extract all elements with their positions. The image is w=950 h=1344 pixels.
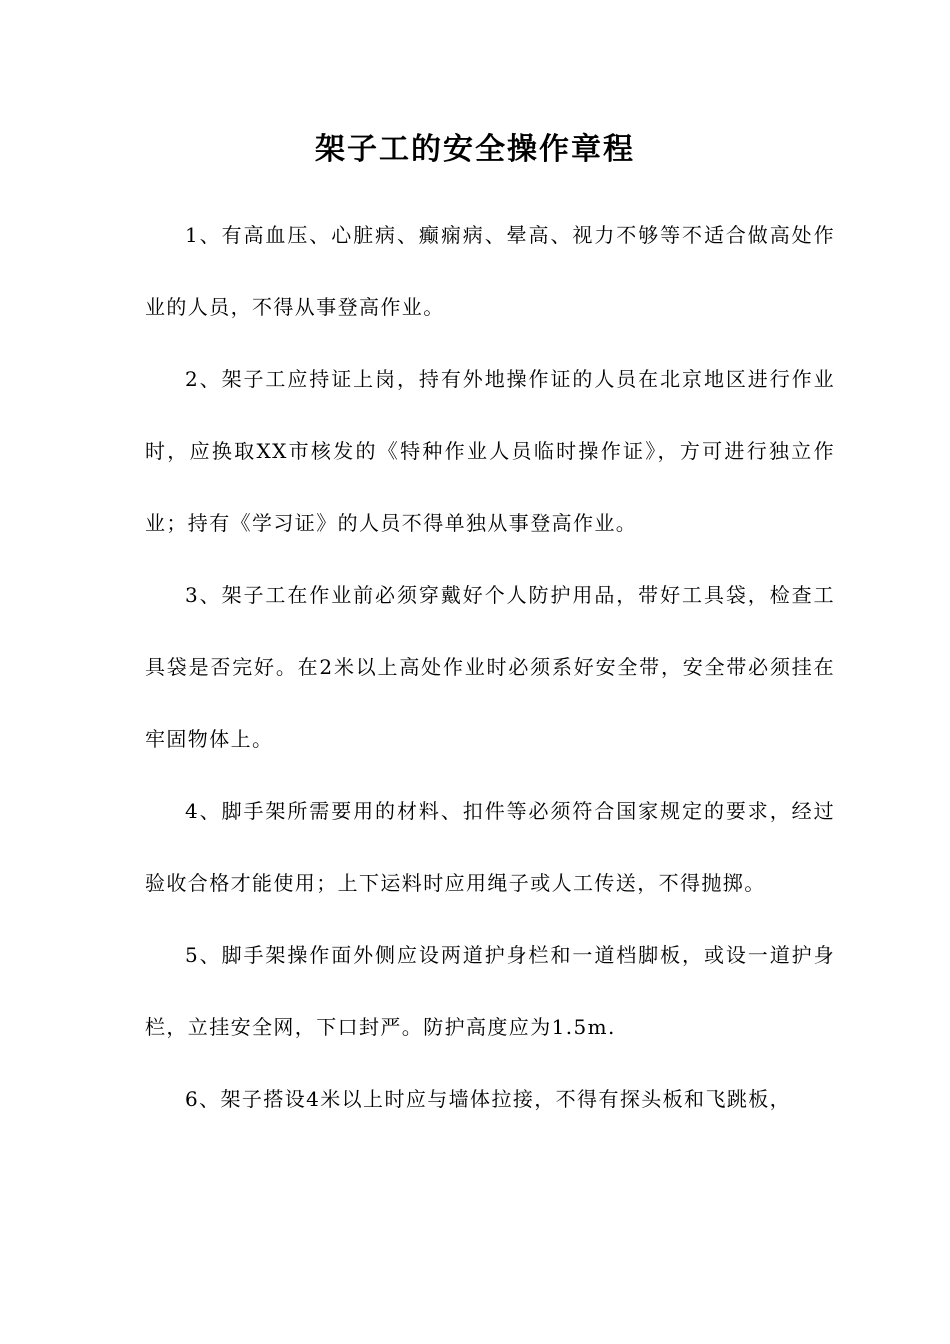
document-body bbox=[145, 199, 835, 1135]
paragraph-4: 4、脚手架所需要用的材料、扣件等必须符合国家规定的要求，经过验收合格才能使用；上下运料时应用绳子或人工传送，不得抛掷。 bbox=[145, 799, 835, 895]
document-title: 架子工的安全操作章程 bbox=[315, 132, 635, 167]
paragraph-1: 1、有高血压、心脏病、癫痫病、晕高、视力不够等不适合做高处作业的人员，不得从事登高作业。 bbox=[145, 223, 835, 319]
paragraph-5: 5、脚手架操作面外侧应设两道护身栏和一道档脚板，或设一道护身栏，立挂安全网，下口封严。防护高度应为1.5m. bbox=[145, 943, 835, 1039]
paragraph-6: 6、架子搭设4米以上时应与墙体拉接，不得有探头板和飞跳板， bbox=[185, 1087, 792, 1111]
paragraph-3: 3、架子工在作业前必须穿戴好个人防护用品，带好工具袋，检查工具袋是否完好。在2米以上高处作业时必须系好安全带，安全带必须挂在牢固物体上。 bbox=[145, 583, 835, 751]
paragraph-2: 2、架子工应持证上岗，持有外地操作证的人员在北京地区进行作业时，应换取XX市核发的《特种作业人员临时操作证》，方可进行独立作业；持有《学习证》的人员不得单独从事登高作业。 bbox=[145, 367, 835, 535]
